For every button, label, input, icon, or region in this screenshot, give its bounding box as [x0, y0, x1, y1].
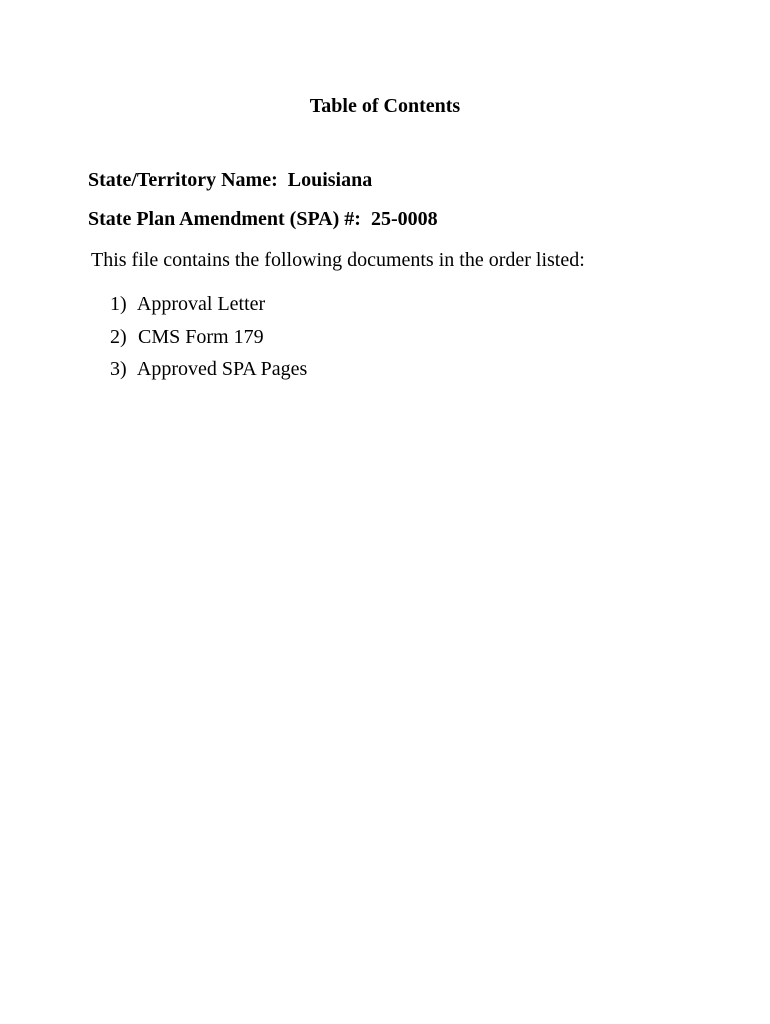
page-title: Table of Contents: [309, 95, 461, 117]
document-list: [110, 291, 307, 389]
state-value: Louisiana: [287, 169, 373, 191]
list-item-label: Approved SPA Pages: [136, 358, 308, 380]
list-item-label: CMS Form 179: [138, 325, 264, 348]
state-label: State/Territory Name:: [88, 169, 278, 191]
list-item-number: 2): [110, 325, 127, 348]
list-item-label: Approval Letter: [136, 293, 266, 315]
list-item: [110, 324, 307, 357]
spa-value: 25-0008: [370, 208, 438, 230]
list-item-number: 1): [110, 293, 127, 315]
list-item: [110, 291, 307, 324]
list-item-number: 3): [110, 358, 127, 380]
state-territory-line: [88, 167, 372, 193]
intro-text: This file contains the following documents in the order listed:: [91, 249, 585, 271]
spa-label: State Plan Amendment (SPA) #:: [88, 208, 361, 230]
spa-number-line: [88, 206, 438, 232]
list-item: [110, 356, 307, 389]
